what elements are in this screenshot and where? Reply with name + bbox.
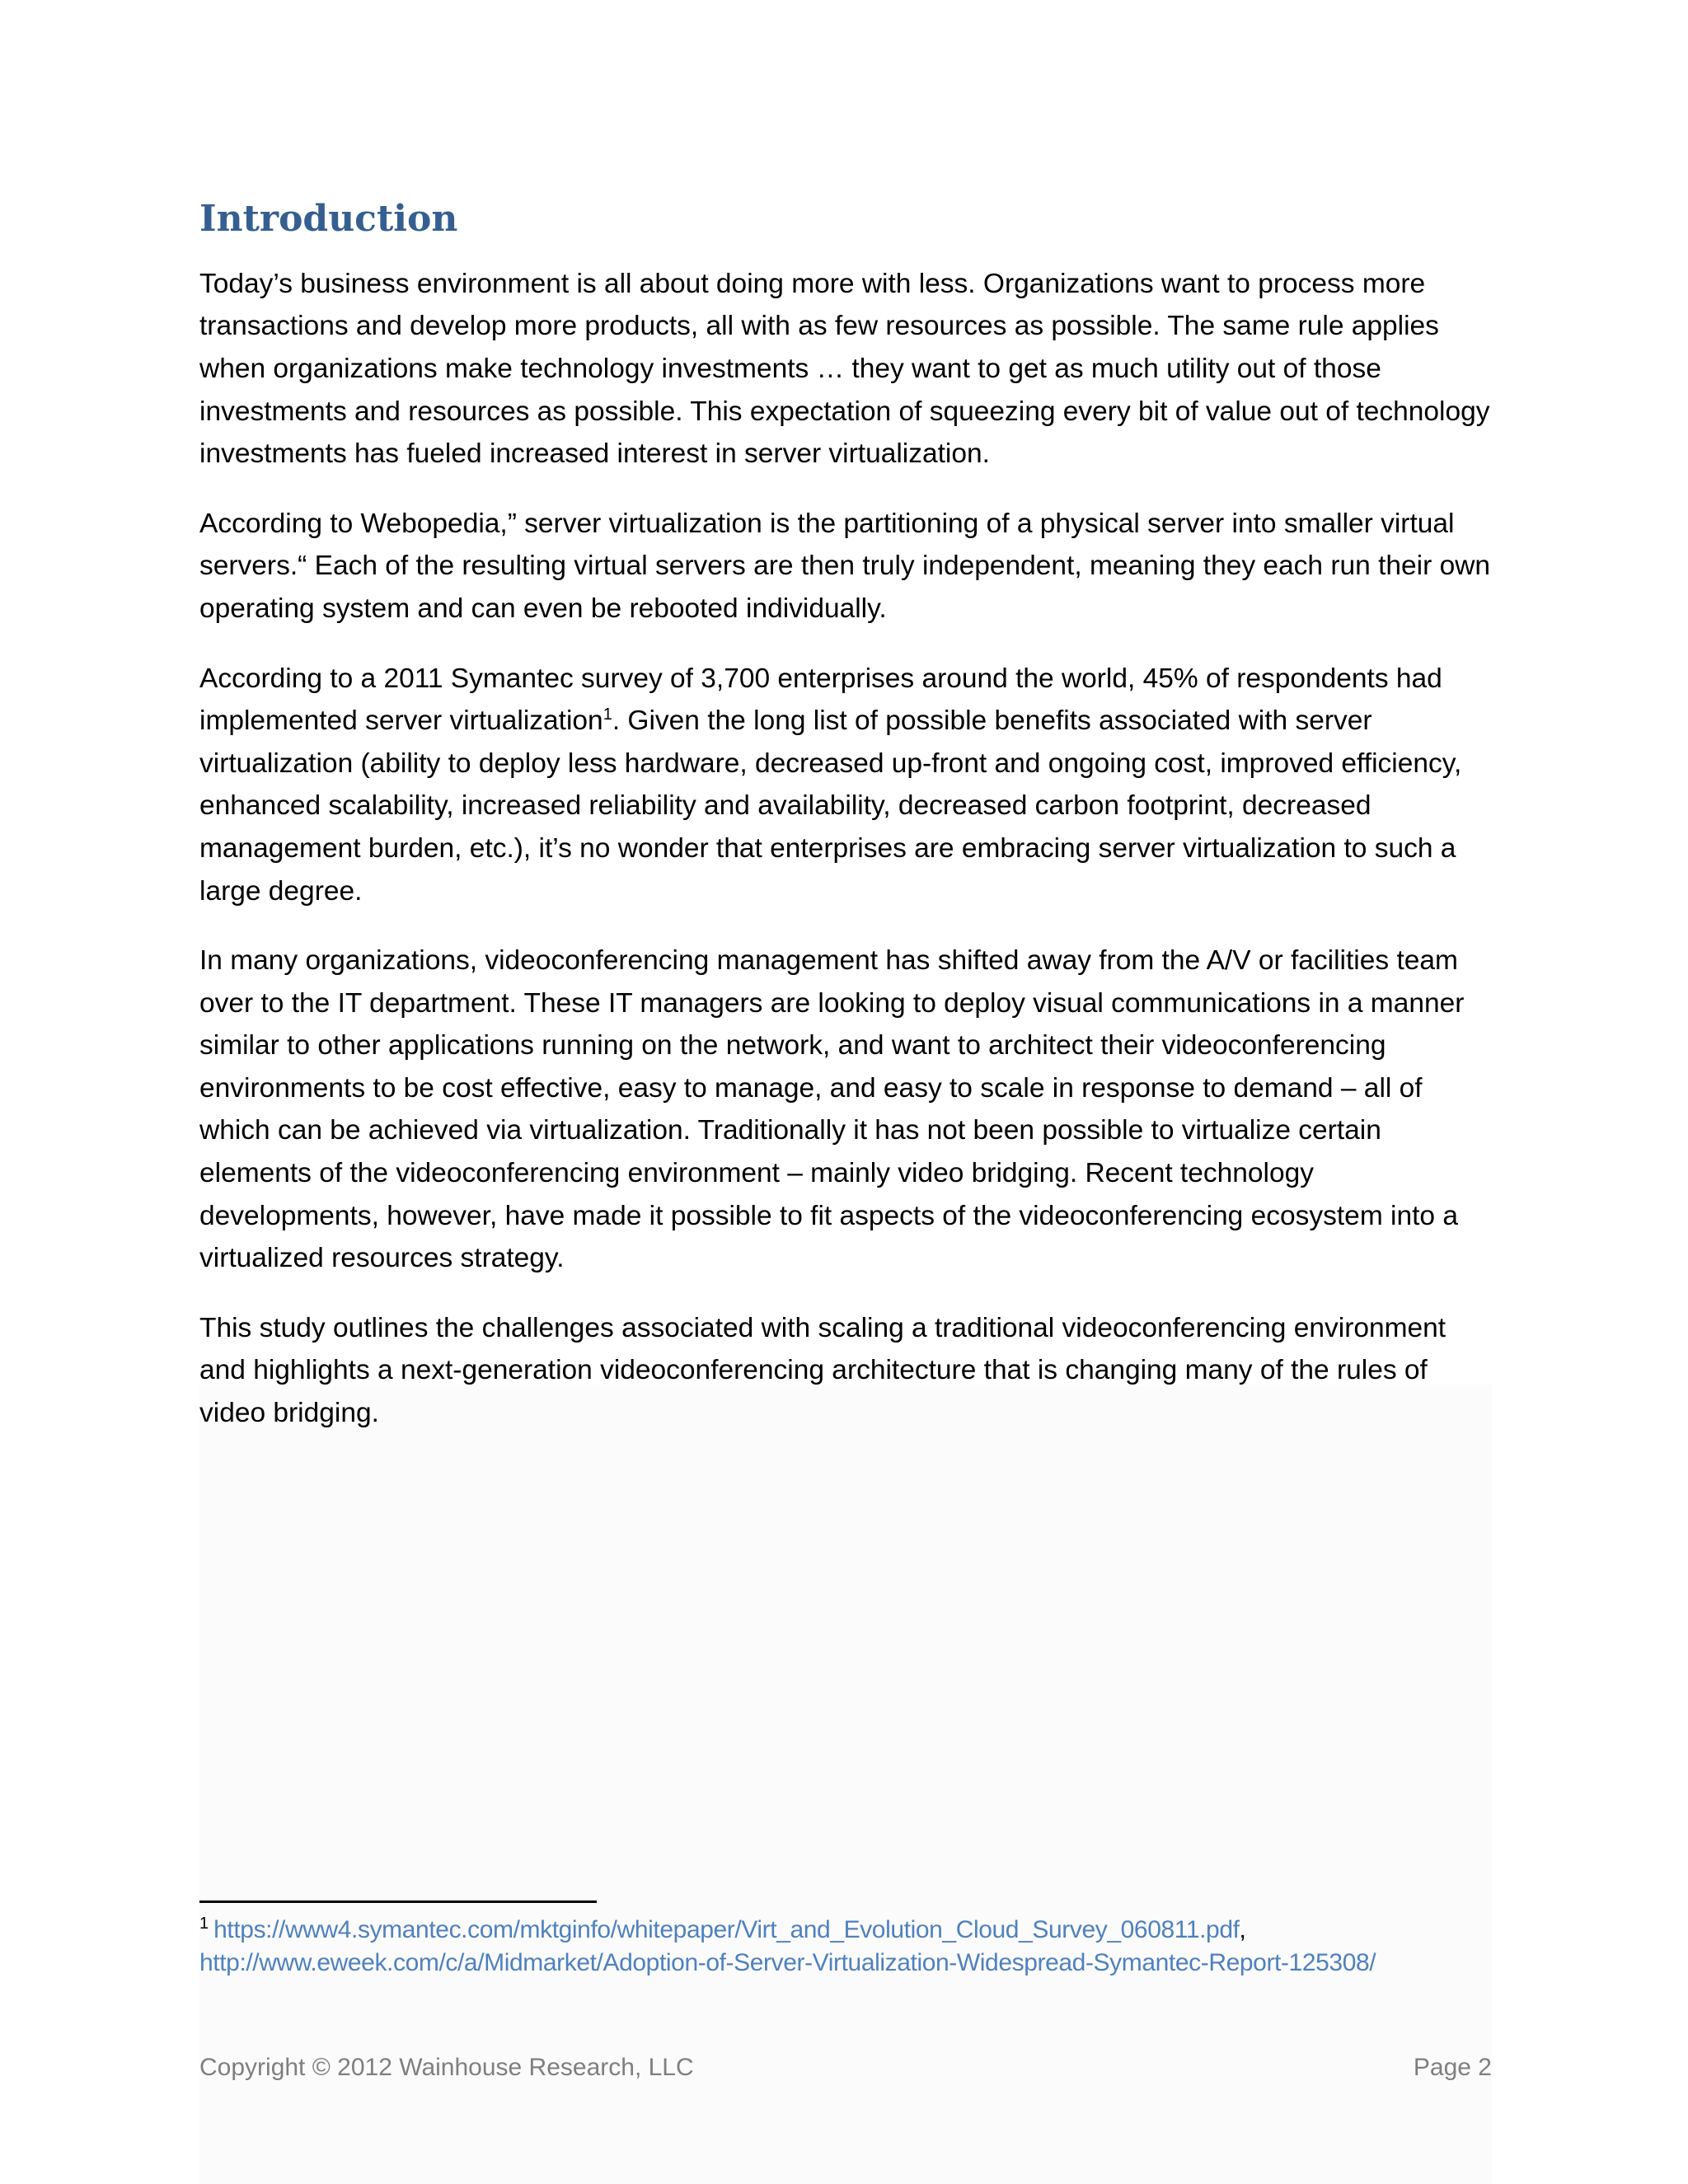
- paragraph-3-text-before: According to a 2011 Symantec survey of 3,700 enterprises around the world, 45% of respondents had implemented server virtualization: [199, 663, 1442, 737]
- footnote-link-symantec[interactable]: https://www4.symantec.com/mktginfo/whitepaper/Virt_and_Evolution_Cloud_Survey_060811.pdf: [213, 1916, 1240, 1943]
- footnote-divider: [199, 1900, 597, 1903]
- paragraph-3: [199, 658, 1492, 913]
- footnote: [199, 1914, 1518, 1980]
- footnote-mark: 1: [199, 1915, 209, 1933]
- paragraph-4: In many organizations, videoconferencing management has shifted away from the A/V or facilities team over to the IT department. These IT managers are looking to deploy visual communications in a manner similar to other applications running on the network, and want to architect their videoconferencing environments to be cost effective, easy to manage, and easy to scale in response to demand – all of which can be achieved via virtualization. Traditionally it has not been possible to virtualize certain elements of the videoconferencing environment – mainly video bridging. Recent technology developments, however, have made it possible to fit aspects of the videoconferencing ecosystem into a virtualized resources strategy.: [199, 945, 1465, 1274]
- paragraph-5: This study outlines the challenges associated with scaling a traditional videoconferencing environment and highlights a next-generation videoconferencing architecture that is changing many of the rules of video bridging.: [199, 1312, 1447, 1429]
- paragraph-1: Today’s business environment is all about doing more with less. Organizations want to process more transactions and develop more products, all with as few resources as possible. The same rule applies when organizations make technology investments … they want to get as much utility out of those investments and resources as possible. This expectation of squeezing every bit of value out of technology investments has fueled increased interest in server virtualization.: [199, 268, 1490, 470]
- footnote-link-eweek[interactable]: http://www.eweek.com/c/a/Midmarket/Adoption-of-Server-Virtualization-Widespread-Symantec-Report-125308/: [199, 1949, 1376, 1976]
- main-content: [199, 198, 1492, 1462]
- paragraph-3-text-after: . Given the long list of possible benefits associated with server virtualization (ability to deploy less hardware, decreased up-front and ongoing cost, improved efficiency, enhanced scalability, increased reliability and availability, decreased carbon footprint, decreased management burden, etc.), it’s no wonder that enterprises are embracing server virtualization to such a large degree.: [199, 705, 1462, 907]
- page-number: Page 2: [1413, 2054, 1492, 2081]
- section-heading: Introduction: [199, 198, 458, 240]
- footnote-reference[interactable]: 1: [603, 705, 612, 724]
- copyright-text: Copyright © 2012 Wainhouse Research, LLC: [199, 2054, 694, 2081]
- footnote-separator: ,: [1239, 1916, 1246, 1943]
- paragraph-2: According to Webopedia,” server virtualization is the partitioning of a physical server into smaller virtual servers.“ Each of the resulting virtual servers are then truly independent, meaning they each run their own operating system and can even be rebooted individually.: [199, 508, 1491, 624]
